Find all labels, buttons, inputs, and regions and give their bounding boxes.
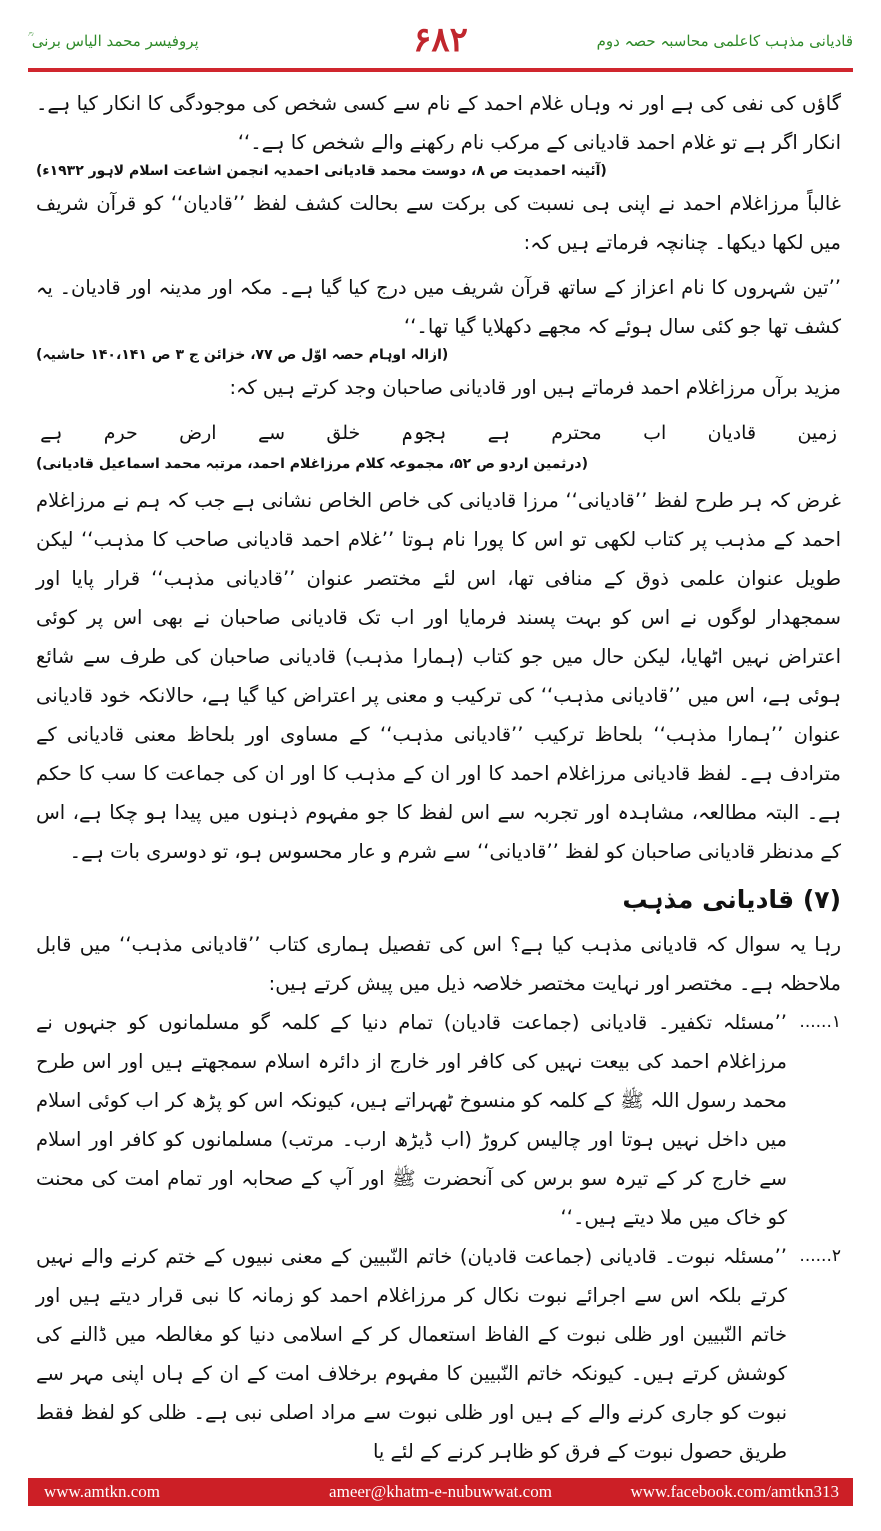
page-footer — [28, 1478, 853, 1506]
poem-word: ہجوم — [401, 422, 447, 444]
poem-word: ارض — [179, 422, 217, 444]
list-item-number: ۱...... — [799, 1012, 841, 1032]
author-name: پروفیسر محمد الیاس برنی ؒ — [28, 32, 199, 50]
citation-3: (درثمین اردو ص ۵۲، مجموعہ کلام مرزاغلام احمد، مرتبہ محمد اسماعیل قادیانی) — [36, 456, 589, 472]
quote-1: ’’تین شہروں کا نام اعزاز کے ساتھ قرآن شریف میں درج کیا گیا ہے۔ مکہ اور مدینہ اور قادیان۔ یہ کشف تھا جو کئی سال ہوئے کہ مجھے دکھلایا گیا تھا۔‘‘ — [36, 276, 841, 338]
paragraph-4: غرض کہ ہر طرح لفظ ’’قادیانی‘‘ مرزا قادیانی کی خاص الخاص نشانی ہے جب کہ ہم نے مرزاغلام احمد کے مذہب پر کتاب لکھی تو اس کا پورا نام ہوتا ’’غلام احمد قادیانی صاحب کا مذہب‘‘ لیکن طویل عنوان علمی ذوق کے منافی تھا، اس لئے مختصر عنوان ’’قادیانی مذہب‘‘ قرار پایا اور سمجھدار لوگوں نے اس کو بہت پسند فرمایا اور اب تک قادیانی صاحبان نے بھی اس پر کوئی اعتراض نہیں اٹھایا، لیکن حال میں جو کتاب (ہمارا مذہب) قادیانی صاحبان کی طرف سے شائع ہوئی ہے، اس میں ’’قادیانی مذہب‘‘ کی ترکیب و معنی پر اعتراض کیا گیا ہے، حالانکہ خود قادیانی عنوان ’’ہمارا مذہب‘‘ بلحاظ ترکیب ’’قادیانی مذہب‘‘ کے مساوی اور بلحاظ معنی قادیانی کے مترادف ہے۔ لفظ قادیانی مرزاغلام احمد کا اور ان کے مذہب کا اور ان کی جماعت کا سب کا حکم ہے۔ البتہ مطالعہ، مشاہدہ اور تجربہ سے اس لفظ کا جو مفہوم ذہنوں میں پیدا ہو چکا ہے، اس کے مدنظر قادیانی صاحبان کو لفظ ’’قادیانی‘‘ سے شرم و عار محسوس ہو، تو دوسری بات ہے۔ — [36, 489, 841, 863]
poem-verse — [36, 407, 841, 455]
citation-1: (آئینہ احمدیت ص ۸، دوست محمد قادیانی احمدیہ انجمن اشاعت اسلام لاہور ۱۹۳۲ء) — [36, 163, 607, 179]
poem-word: زمین — [797, 422, 837, 444]
header-rule — [28, 68, 853, 72]
citation-2: (ازالہ اوہام حصہ اوّل ص ۷۷، خزائن ج ۳ ص ۱۴۰،۱۴۱ حاشیہ) — [36, 347, 449, 363]
poem-word: اب — [643, 422, 667, 444]
page-content — [36, 84, 841, 1471]
poem-word: ہے — [40, 422, 63, 444]
list-item-text: ’’مسئلہ نبوت۔ قادیانی (جماعت قادیان) خاتم النّبیین کے معنی نبیوں کے ختم کرنے والے نہیں کرتے بلکہ اس سے اجرائے نبوت نکال کر مرزاغلام احمد کو زمانہ کا نبی قرار دیتے ہیں اور خاتم النّبیین اور ظلی نبوت کے الفاظ استعمال کر کے اسلامی دنیا کو مغالطہ میں ڈالنے کی کوشش کرتے ہیں۔ کیونکہ خاتم النّبیین کا مفہوم برخلاف امت کے ان کے ہاں اپنی مہر سے نبوت کو جاری کرنے والے کے ہیں اور ظلی نبوت سے مراد اصلی نبی ہے۔ ظلی کو لفظ فقط طریق حصول نبوت کے فرق کو ظاہر کرنے کے لئے یا — [36, 1245, 787, 1463]
paragraph-2: غالباً مرزاغلام احمد نے اپنی ہی نسبت کی برکت سے بحالت کشف لفظ ’’قادیان‘‘ کو قرآن شریف میں لکھا دیکھا۔ چنانچہ فرماتے ہیں کہ: — [36, 192, 841, 254]
poem-word: خلق — [326, 422, 361, 444]
email-link[interactable]: ameer@khatm-e-nubuwwat.com — [329, 1482, 552, 1501]
list-item-text: ’’مسئلہ تکفیر۔ قادیانی (جماعت قادیان) تمام دنیا کے کلمہ گو مسلمانوں کو جنہوں نے مرزاغلام احمد کی بیعت نہیں کی کافر اور خارج از دائرہ اسلام سمجھتے ہیں اور اس طرح محمد رسول اللہ ﷺ کے کلمہ کو منسوخ ٹھہراتے ہیں، کیونکہ اس کو پڑھ کر اب کوئی اسلام میں داخل نہیں ہوتا اور چالیس کروڑ (اب ڈیڑھ ارب۔ مرتب) مسلمانوں کو کافر اور اسلام سے خارج کر کے تیرہ سو برس کی آنحضرت ﷺ اور آپ کے صحابہ اور تمام امت کی محنت کو خاک میں ملا دیتے ہیں۔‘‘ — [36, 1011, 787, 1229]
poem-word: سے — [257, 422, 286, 444]
page-header — [28, 18, 853, 66]
paragraph-5: رہا یہ سوال کہ قادیانی مذہب کیا ہے؟ اس کی تفصیل ہماری کتاب ’’قادیانی مذہب‘‘ میں قابل ملاحظہ ہے۔ مختصر اور نہایت مختصر خلاصہ ذیل میں پیش کرتے ہیں: — [36, 933, 841, 995]
paragraph-3: مزید برآں مرزاغلام احمد فرماتے ہیں اور قادیانی صاحبان وجد کرتے ہیں کہ: — [229, 376, 841, 399]
list-item — [36, 1003, 841, 1237]
list-item-number: ۲...... — [799, 1246, 841, 1266]
paragraph-1: گاؤں کی نفی کی ہے اور نہ وہاں غلام احمد کے نام سے کسی شخص کی موجودگی کا انکار کیا ہے۔ انکار اگر ہے تو غلام احمد قادیانی کے مرکب نام رکھنے والے شخص کا ہے۔‘‘ — [36, 92, 841, 154]
book-title: قادیانی مذہب کاعلمی محاسبہ حصہ دوم — [596, 32, 853, 50]
poem-word: ہے — [487, 422, 510, 444]
poem-word: حرم — [103, 422, 138, 444]
list-item — [36, 1237, 841, 1471]
website-link[interactable]: www.amtkn.com — [44, 1482, 160, 1501]
facebook-link[interactable]: www.facebook.com/amtkn313 — [630, 1482, 839, 1501]
poem-word: قادیان — [707, 422, 757, 444]
poem-word: محترم — [551, 422, 602, 444]
section-heading: (۷) قادیانی مذہب — [622, 885, 841, 914]
page-number: ۶۸۲ — [413, 20, 468, 60]
